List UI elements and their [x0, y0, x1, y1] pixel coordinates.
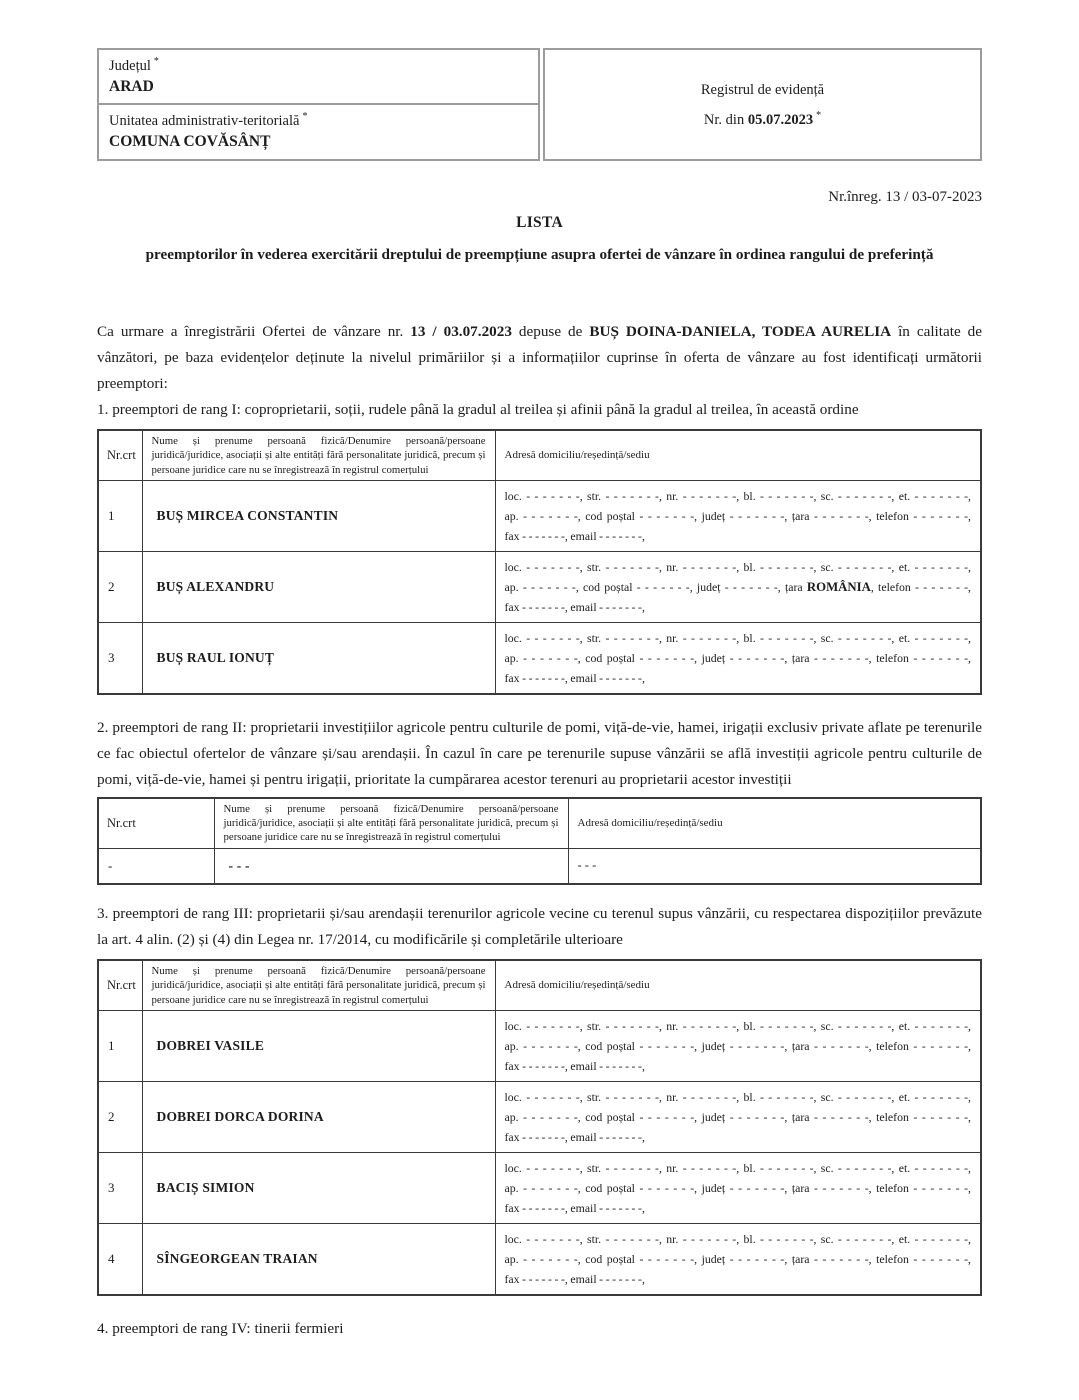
country-value: - - - - - - -: [814, 1251, 869, 1266]
registry-number-prefix: Nr. din: [703, 111, 748, 128]
table-header-row: [98, 960, 981, 1010]
address-line2-prefix: ap. - - - - - - -, cod poștal - - - - - - -, județ - - - - - - -, țara: [504, 1038, 815, 1053]
registry-box: [543, 48, 982, 161]
intro-text-1: Ca urmare a înregistrării Ofertei de vânzare nr.: [97, 323, 411, 340]
rank3-heading: 3. preemptori de rang III: proprietarii și/sau arendașii terenurilor agricole vecine cu terenul supus vânzării, cu respectarea dispozițiilor prevăzute la art. 4 alin. (2) și (4) din Legea nr. 17/2014, cu modificările și completările ulterioare: [97, 905, 982, 948]
address-line-3: fax - - - - - - -, email - - - - - - -,: [504, 1129, 645, 1144]
column-header-name: Nume și prenume persoană fizică/Denumire persoană/persoane juridică/juridice, asociații și alte entități fără personalitate juridică, precum și persoane juridice care nu se înregistrează în registrul comerțului: [214, 798, 568, 848]
name-cell: DOBREI DORCA DORINA: [142, 1081, 495, 1152]
country-value: ROMÂNIA: [806, 579, 871, 594]
required-star: *: [816, 109, 822, 121]
address-line2-suffix: , telefon - - - - - - -,: [868, 1251, 972, 1266]
column-header-address: Adresă domiciliu/reședință/sediu: [568, 798, 981, 848]
table-row: [98, 1081, 981, 1152]
header-boxes: [97, 48, 982, 161]
address-line-2: [505, 648, 972, 668]
address-line2-prefix: ap. - - - - - - -, cod poștal - - - - - - -, județ - - - - - - -, țara: [504, 579, 807, 594]
territorial-unit-cell: [99, 105, 538, 159]
county-label: Județul: [109, 57, 151, 74]
address-line2-suffix: , telefon - - - - - - -,: [868, 508, 972, 523]
column-header-name: Nume și prenume persoană fizică/Denumire persoană/persoane juridică/juridice, asociații și alte entități fără personalitate juridică, precum și persoane juridice care nu se înregistrează în registrul comerțului: [142, 960, 495, 1010]
document-subtitle: preemptorilor în vederea exercitării dreptului de preempțiune asupra ofertei de vânzare în ordinea rangului de preferință: [145, 246, 934, 263]
required-star: *: [153, 56, 159, 67]
address-line-2: [505, 1107, 972, 1127]
intro-text-2: depuse de: [511, 323, 590, 340]
address-line-2: [505, 577, 972, 597]
registry-title: Registrul de evidență: [700, 81, 825, 98]
address-line-1: loc. - - - - - - -, str. - - - - - - -, nr. - - - - - - -, bl. - - - - - - -, sc. - - - - - - -, et. - - - - - - -,: [504, 559, 971, 574]
address-cell: - - -: [568, 848, 981, 884]
address-line2-suffix: , telefon - - - - - - -,: [868, 1180, 972, 1195]
row-number-cell: -: [98, 848, 214, 884]
required-star: *: [302, 111, 308, 122]
address-line-2: [505, 506, 972, 526]
column-header-address: Adresă domiciliu/reședință/sediu: [495, 430, 981, 480]
county-label-line: [109, 56, 528, 75]
address-line2-suffix: , telefon - - - - - - -,: [870, 579, 971, 594]
address-line2-prefix: ap. - - - - - - -, cod poștal - - - - - - -, județ - - - - - - -, țara: [504, 1109, 815, 1124]
rank2-heading: 2. preemptori de rang II: proprietarii investițiilor agricole pentru culturile de pomi, viță-de-vie, hamei, irigații exclusiv private aflate pe terenurile ce fac obiectul ofertelor de vânzare și/sau arendașii. În cazul în care pe terenurile supuse vânzării se află investiții agricole pentru culturile de pomi, viță-de-vie, hamei și pentru irigații, prioritate la cumpărarea acestor terenuri au proprietarii acestor investiții: [97, 718, 982, 788]
table-row: [98, 551, 981, 622]
registration-number: Nr.înreg. 13 / 03-07-2023: [828, 189, 982, 205]
country-value: - - - - - - -: [814, 1180, 869, 1195]
table-row: [98, 1223, 981, 1295]
table-row: [98, 848, 981, 884]
name-cell: - - -: [214, 848, 568, 884]
document-title: LISTA: [516, 214, 563, 231]
row-number-cell: 1: [98, 480, 142, 551]
registry-number-line: [704, 103, 821, 133]
country-value: - - - - - - -: [814, 508, 869, 523]
name-cell: DOBREI VASILE: [142, 1010, 495, 1081]
address-cell: [495, 480, 981, 551]
table-row: [98, 1152, 981, 1223]
address-line2-prefix: ap. - - - - - - -, cod poștal - - - - - - -, județ - - - - - - -, țara: [504, 650, 815, 665]
row-number-cell: 1: [98, 1010, 142, 1081]
address-line-3: fax - - - - - - -, email - - - - - - -,: [504, 670, 645, 685]
rank2-table: [97, 797, 982, 885]
address-line2-prefix: ap. - - - - - - -, cod poștal - - - - - - -, județ - - - - - - -, țara: [504, 1251, 815, 1266]
address-line2-suffix: , telefon - - - - - - -,: [868, 1038, 972, 1053]
rank1-heading: 1. preemptori de rang I: coproprietarii, soții, rudele până la gradul al treilea și afinii până la gradul al treilea, în această ordine: [97, 401, 859, 418]
address-cell: [495, 1010, 981, 1081]
county-value: ARAD: [109, 77, 154, 95]
row-number-cell: 4: [98, 1223, 142, 1295]
territorial-unit-label: Unitatea administrativ-teritorială: [109, 112, 300, 129]
column-header-address: Adresă domiciliu/reședință/sediu: [495, 960, 981, 1010]
name-cell: BACIȘ SIMION: [142, 1152, 495, 1223]
table-row: [98, 622, 981, 694]
intro-text-3: în calitate de vânzători, pe baza evidențelor deținute la nivelul primăriilor și a informațiilor cuprinse în oferta de vânzare au fost identificați următorii preemptori:: [97, 323, 982, 392]
address-line-3: fax - - - - - - -, email - - - - - - -,: [504, 599, 645, 614]
name-cell: BUȘ ALEXANDRU: [142, 551, 495, 622]
table-header-row: [98, 430, 981, 480]
sellers-names: BUȘ DOINA-DANIELA, TODEA AURELIA: [589, 323, 892, 340]
address-cell: [495, 622, 981, 694]
address-cell: [495, 1152, 981, 1223]
row-number-cell: 2: [98, 1081, 142, 1152]
row-number-cell: 3: [98, 622, 142, 694]
address-line-1: loc. - - - - - - -, str. - - - - - - -, nr. - - - - - - -, bl. - - - - - - -, sc. - - - - - - -, et. - - - - - - -,: [504, 1018, 971, 1033]
county-box: [97, 48, 540, 161]
intro-paragraph: [97, 319, 982, 397]
country-value: - - - - - - -: [814, 1038, 869, 1053]
name-cell: SÎNGEORGEAN TRAIAN: [142, 1223, 495, 1295]
registry-date: 05.07.2023: [747, 111, 814, 128]
address-cell: [495, 1081, 981, 1152]
address-line-1: loc. - - - - - - -, str. - - - - - - -, nr. - - - - - - -, bl. - - - - - - -, sc. - - - - - - -, et. - - - - - - -,: [504, 488, 971, 503]
territorial-unit-value: COMUNA COVĂSÂNȚ: [109, 132, 271, 150]
address-line2-prefix: ap. - - - - - - -, cod poștal - - - - - - -, județ - - - - - - -, țara: [504, 508, 815, 523]
column-header-nr: Nr.crt: [98, 430, 142, 480]
address-line-1: loc. - - - - - - -, str. - - - - - - -, nr. - - - - - - -, bl. - - - - - - -, sc. - - - - - - -, et. - - - - - - -,: [504, 1231, 971, 1246]
address-line-2: [505, 1036, 972, 1056]
rank1-table: [97, 429, 982, 695]
address-cell: [495, 1223, 981, 1295]
address-line-1: loc. - - - - - - -, str. - - - - - - -, nr. - - - - - - -, bl. - - - - - - -, sc. - - - - - - -, et. - - - - - - -,: [504, 1089, 971, 1104]
address-line-1: loc. - - - - - - -, str. - - - - - - -, nr. - - - - - - -, bl. - - - - - - -, sc. - - - - - - -, et. - - - - - - -,: [504, 630, 971, 645]
address-line-2: [505, 1249, 972, 1269]
address-line2-prefix: ap. - - - - - - -, cod poștal - - - - - - -, județ - - - - - - -, țara: [504, 1180, 815, 1195]
address-line-2: [505, 1178, 972, 1198]
address-line2-suffix: , telefon - - - - - - -,: [868, 1109, 972, 1124]
country-value: - - - - - - -: [814, 1109, 869, 1124]
address-line-1: loc. - - - - - - -, str. - - - - - - -, nr. - - - - - - -, bl. - - - - - - -, sc. - - - - - - -, et. - - - - - - -,: [504, 1160, 971, 1175]
column-header-nr: Nr.crt: [98, 960, 142, 1010]
rank3-table: [97, 959, 982, 1296]
row-number-cell: 3: [98, 1152, 142, 1223]
rank4-heading: 4. preemptori de rang IV: tinerii fermieri: [97, 1319, 344, 1337]
column-header-nr: Nr.crt: [98, 798, 214, 848]
country-value: - - - - - - -: [814, 650, 869, 665]
territorial-unit-label-line: [109, 111, 528, 130]
table-header-row: [98, 798, 981, 848]
column-header-name: Nume și prenume persoană fizică/Denumire persoană/persoane juridică/juridice, asociații și alte entități fără personalitate juridică, precum și persoane juridice care nu se înregistrează în registrul comerțului: [142, 430, 495, 480]
row-number-cell: 2: [98, 551, 142, 622]
address-line-3: fax - - - - - - -, email - - - - - - -,: [504, 1271, 645, 1286]
name-cell: BUȘ MIRCEA CONSTANTIN: [142, 480, 495, 551]
offer-number: 13 / 03.07.2023: [410, 323, 512, 340]
table-row: [98, 1010, 981, 1081]
address-line-3: fax - - - - - - -, email - - - - - - -,: [504, 1058, 645, 1073]
address-line2-suffix: , telefon - - - - - - -,: [868, 650, 972, 665]
name-cell: BUȘ RAUL IONUȚ: [142, 622, 495, 694]
address-line-3: fax - - - - - - -, email - - - - - - -,: [504, 1200, 645, 1215]
address-cell: [495, 551, 981, 622]
county-cell: [99, 50, 538, 105]
table-row: [98, 480, 981, 551]
address-line-3: fax - - - - - - -, email - - - - - - -,: [504, 528, 645, 543]
